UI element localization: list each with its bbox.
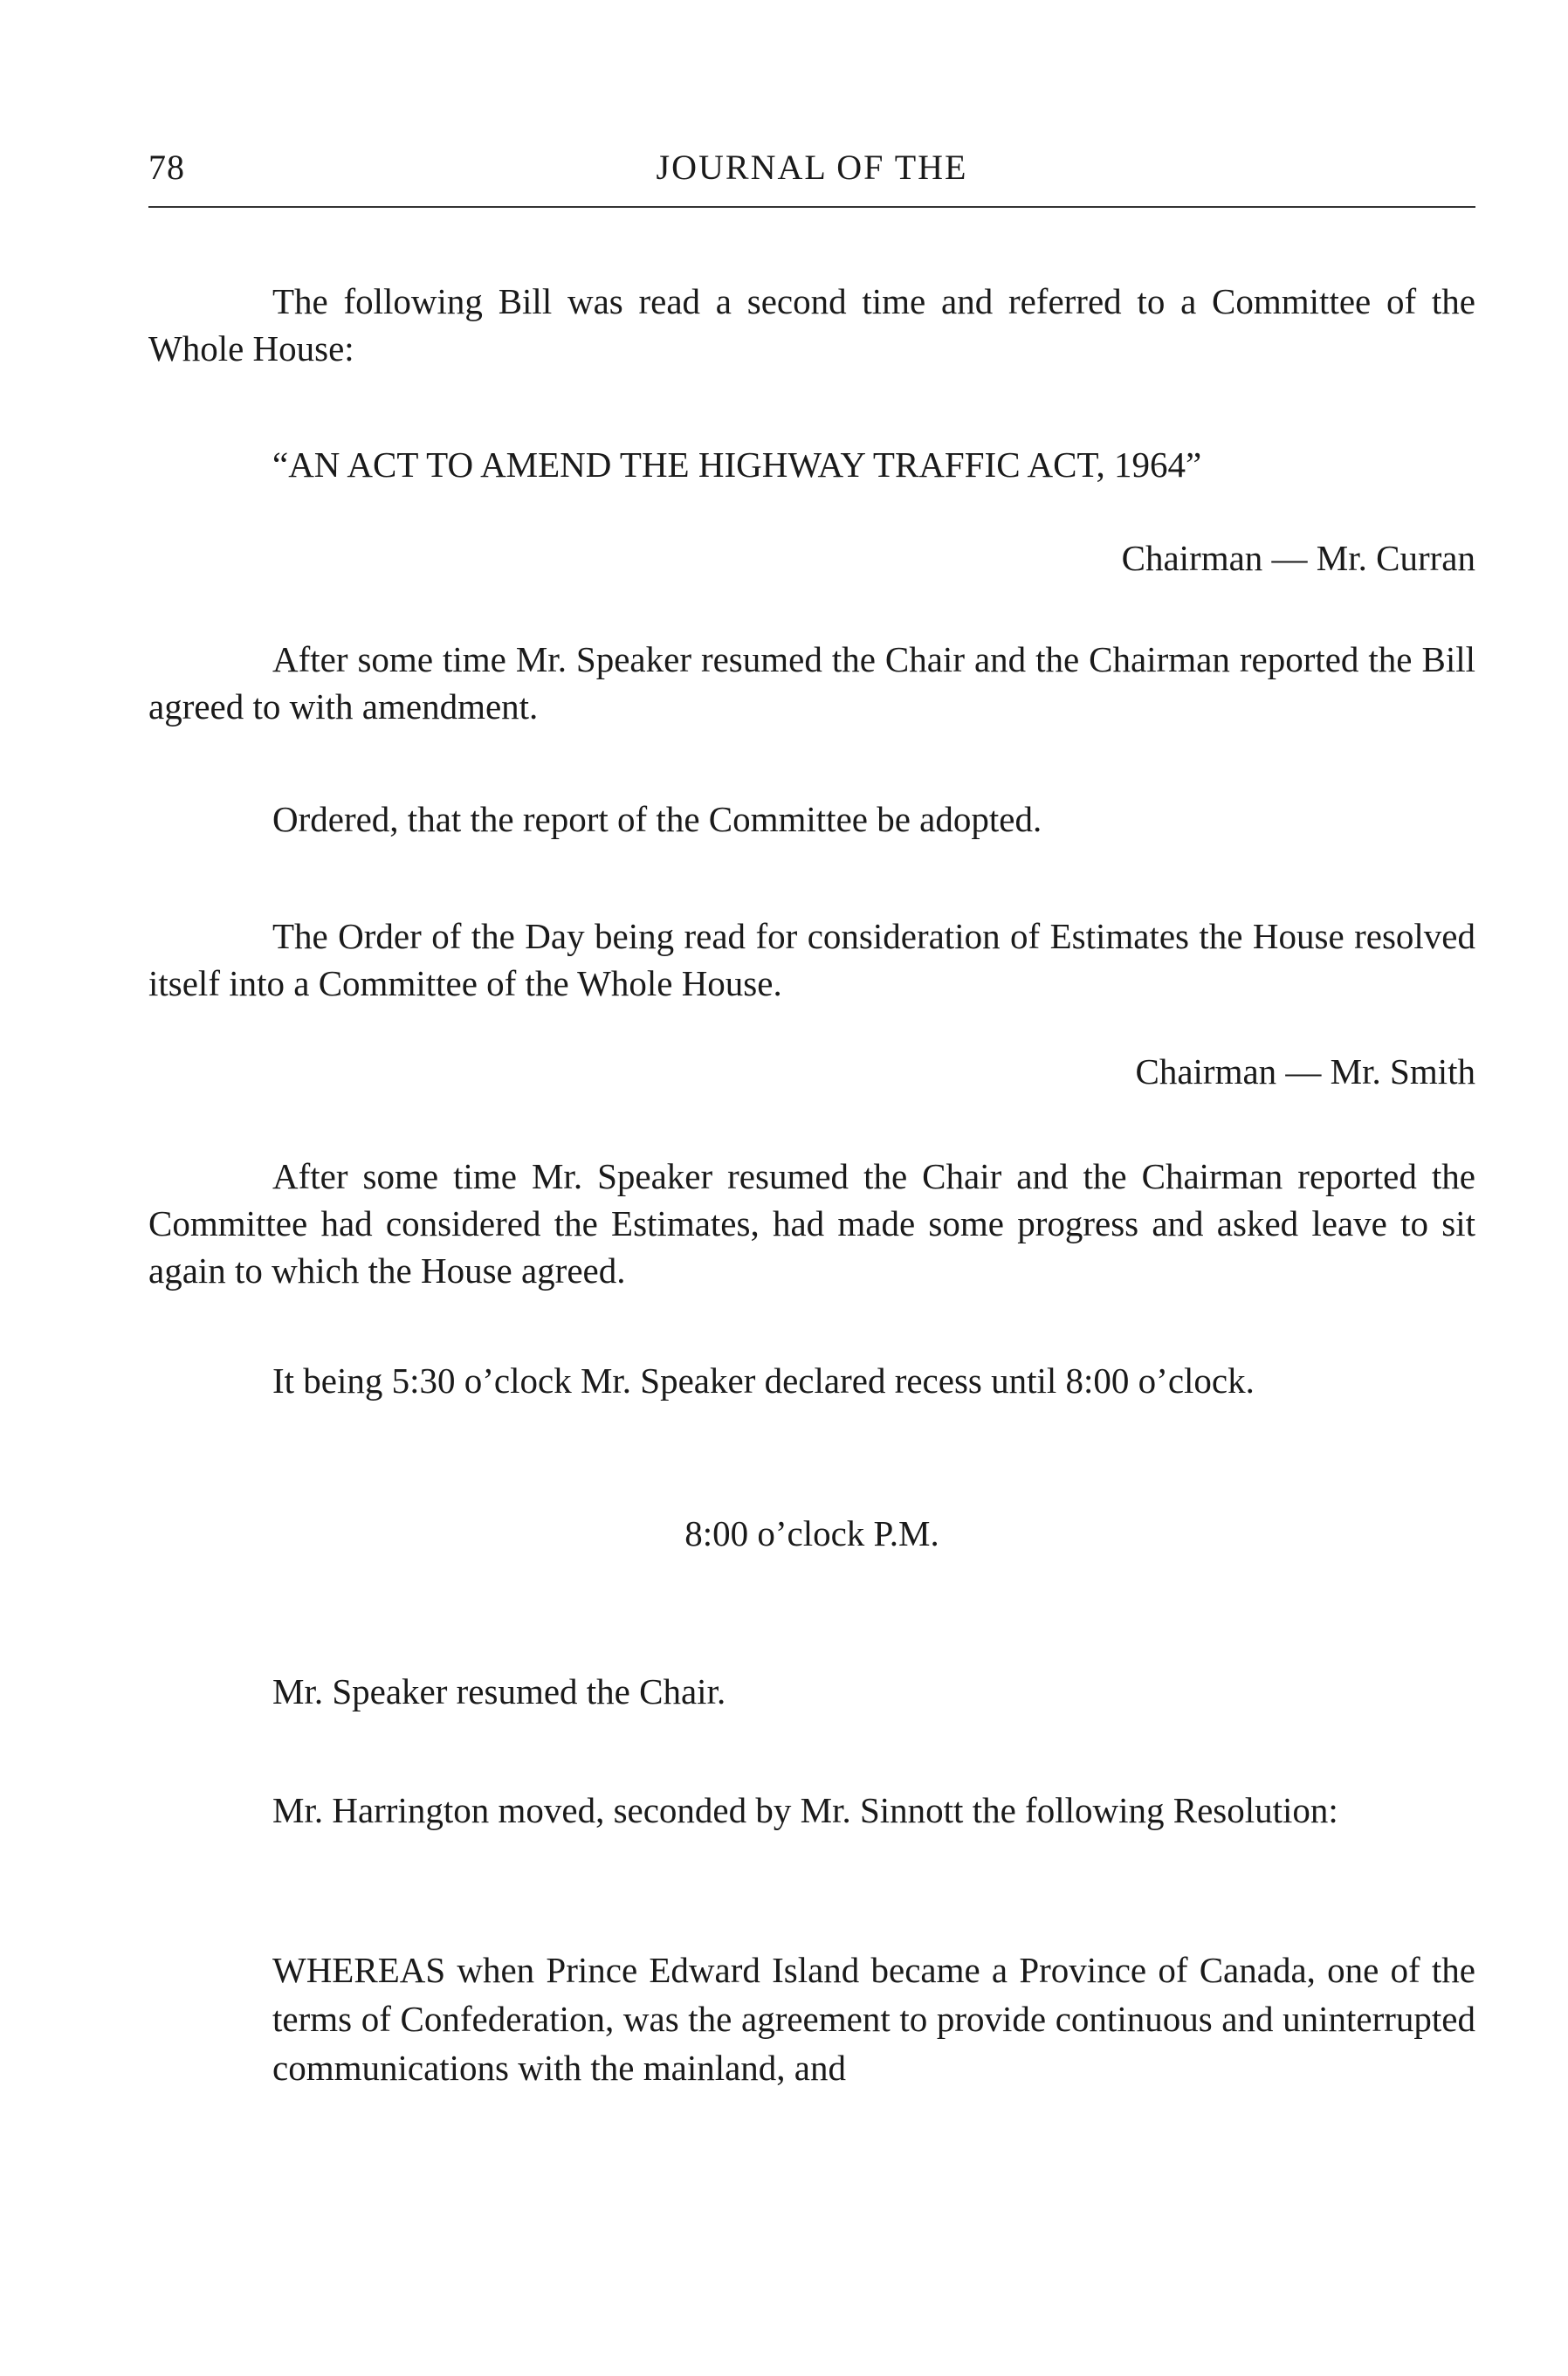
paragraph-report-adopted: Ordered, that the report of the Committee be adopted.: [272, 799, 1042, 839]
page-header: [148, 147, 1475, 199]
chairman-smith: Chairman — Mr. Smith: [1135, 1051, 1475, 1092]
paragraph-resolution-moved: Mr. Harrington moved, seconded by Mr. Sinnott the following Resolution:: [272, 1790, 1338, 1830]
page-number: 78: [148, 148, 185, 187]
header-rule: [148, 206, 1475, 208]
paragraph-bill-referred: The following Bill was read a second time and referred to a Committee of the Whole House:: [148, 281, 1475, 368]
paragraph-estimates-progress: After some time Mr. Speaker resumed the Chair and the Chairman reported the Committee had considered the Estimates, had made some progress and asked leave to sit again to which the House agreed.: [148, 1156, 1475, 1291]
resolution-text: WHEREAS when Prince Edward Island became a Province of Canada, one of the terms of Confederation, was the agreement to provide continuous and uninterrupted communications with the mainland, and: [272, 1950, 1475, 2088]
paragraph-speaker-resumed: Mr. Speaker resumed the Chair.: [272, 1671, 726, 1711]
paragraph-recess: It being 5:30 o’clock Mr. Speaker declared recess until 8:00 o’clock.: [272, 1360, 1255, 1401]
running-head: JOURNAL OF THE: [656, 148, 968, 187]
chairman-curran: Chairman — Mr. Curran: [1121, 538, 1475, 578]
paragraph-estimates-order: The Order of the Day being read for consideration of Estimates the House resolved itself into a Committee of the Whole House.: [148, 916, 1475, 1003]
bill-title: “AN ACT TO AMEND THE HIGHWAY TRAFFIC ACT, 1964”: [272, 444, 1202, 485]
paragraph-bill-agreed: After some time Mr. Speaker resumed the Chair and the Chairman reported the Bill agreed to with amendment.: [148, 639, 1475, 727]
time-heading: 8:00 o’clock P.M.: [684, 1513, 939, 1553]
